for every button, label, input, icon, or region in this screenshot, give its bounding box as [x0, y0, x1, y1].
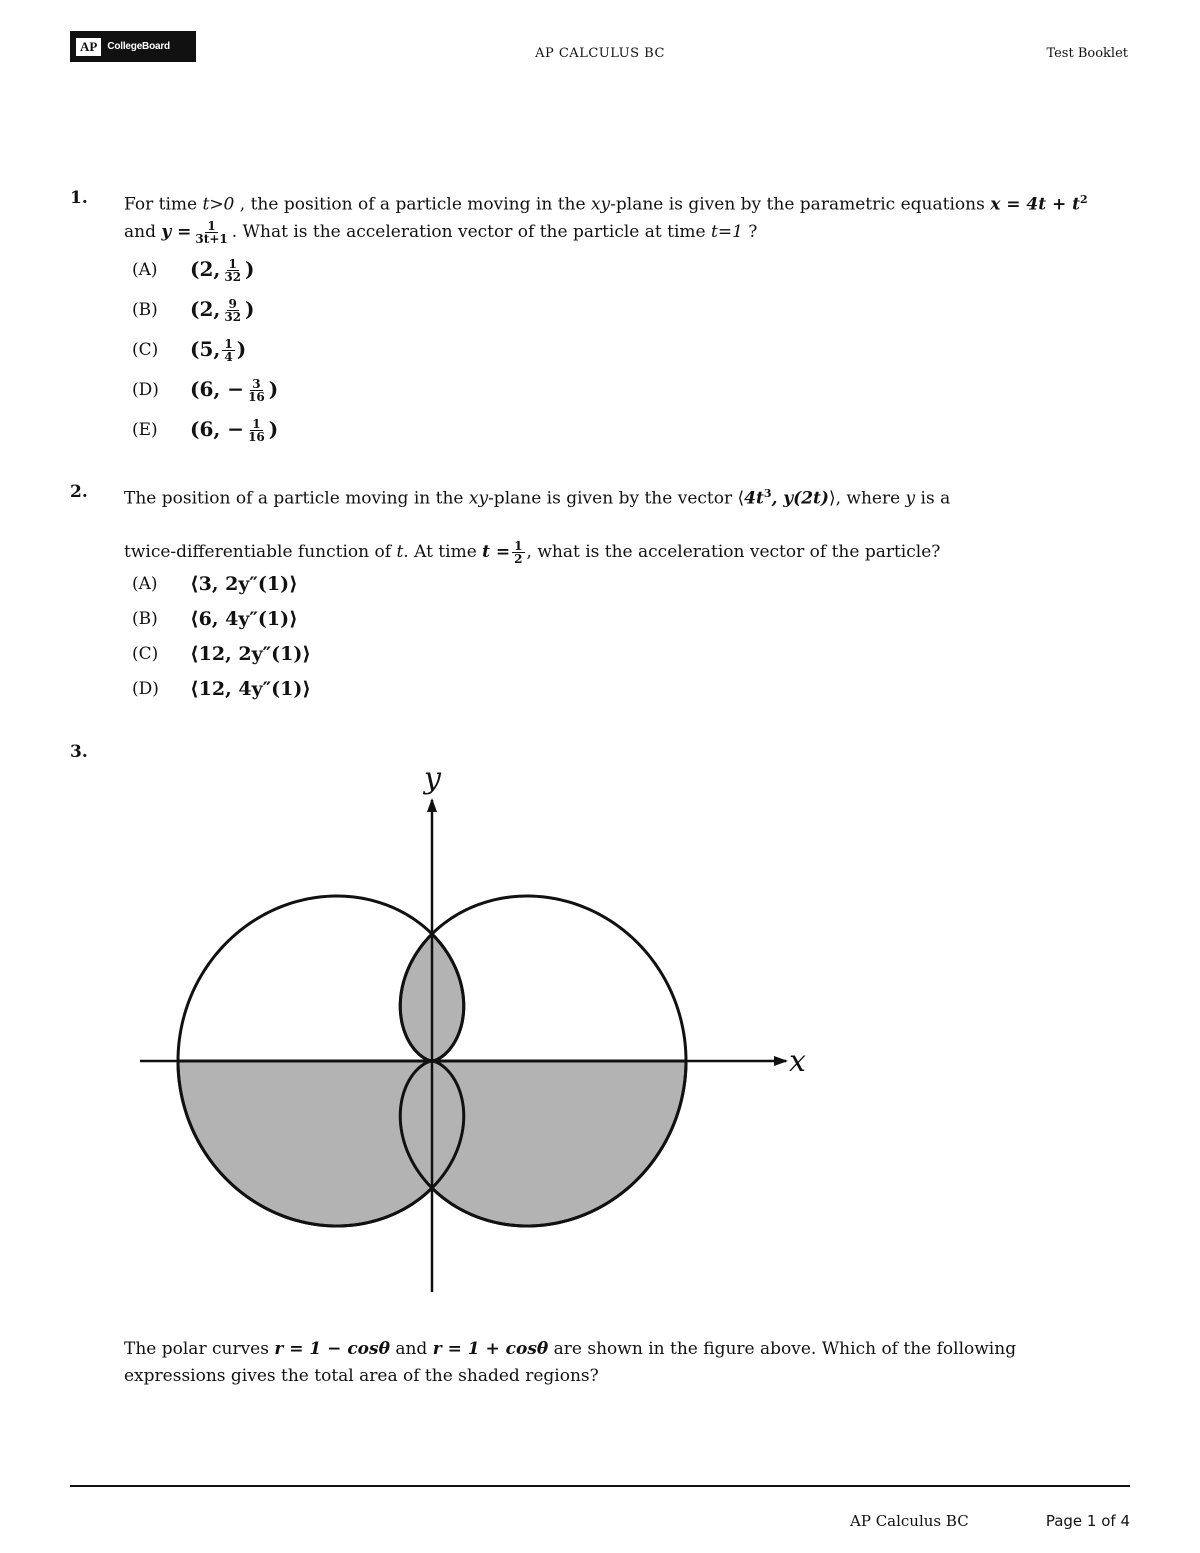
q1-y-fraction: $\frac{1}{3t+1}$ — [195, 218, 228, 246]
question-2-options — [132, 566, 311, 706]
q1-x-equation: x = 4t + t — [990, 194, 1081, 215]
question-1-stem: For time t>0 , the position of a particle moving in the xy-plane is given by the parametric equations $x = 4t + t^2$ and y = $\frac{1}{3t+1}$ . What is the acceleration vector of the particle at time t=1 ? — [124, 193, 1088, 246]
question-2-number: 2. — [70, 482, 88, 502]
q2-option-c[interactable]: (C) ⟨12, 2y″(1)⟩ — [132, 642, 311, 665]
q2-option-b[interactable]: (B) ⟨6, 4y″(1)⟩ — [132, 607, 298, 630]
logo-collegeboard: CollegeBoard — [107, 41, 170, 52]
header-booklet-label: Test Booklet — [1046, 46, 1128, 61]
x-axis-label: x — [789, 1044, 806, 1079]
q1-option-c[interactable]: (C) (5, $\frac{1}{4}$ ) — [132, 337, 247, 364]
question-3-stem: The polar curves r = 1 − cosθ and r = 1 + cosθ are shown in the figure above. Which of the following expressions gives the total area of the shaded regions? — [124, 1339, 1017, 1386]
logo-ap: AP — [76, 38, 101, 56]
footer-rule — [70, 1485, 1130, 1487]
y-axis-label: y — [424, 761, 441, 796]
q2-vector-x: 4t — [744, 488, 764, 509]
q3-curve-1: r = 1 − cosθ — [274, 1339, 390, 1359]
q1-option-b[interactable]: (B) (2, $\frac{9}{32}$ ) — [132, 297, 255, 324]
q1-y-equation: y = — [161, 221, 192, 242]
q2-option-a[interactable]: (A) ⟨3, 2y″(1)⟩ — [132, 572, 298, 595]
header-title: AP CALCULUS BC — [535, 46, 665, 61]
footer-page-number: Page 1 of 4 — [1045, 1512, 1130, 1530]
question-2-stem: The position of a particle moving in the xy-plane is given by the vector $⟨4t^3$, y(2t)⟩, where y is a twice-differentiable function of t. At time t = $\frac{1}{2}$ , what is the acceleration vector of the particle? — [124, 487, 951, 566]
question-1-options — [132, 250, 278, 450]
q2-option-d[interactable]: (D) ⟨12, 4y″(1)⟩ — [132, 677, 311, 700]
question-1-number: 1. — [70, 188, 88, 208]
q1-option-a[interactable]: (A) (2, $\frac{1}{32}$ ) — [132, 257, 255, 284]
polar-curves-figure — [138, 760, 818, 1300]
q2-time-eq: t = — [482, 541, 511, 562]
q3-curve-2: r = 1 + cosθ — [432, 1339, 549, 1359]
q1-t-condition: t>0 — [202, 194, 235, 215]
q2-vector-y: , y(2t) — [771, 488, 829, 509]
footer-course: AP Calculus BC — [850, 1512, 969, 1530]
q1-option-e[interactable]: (E) (6, − $\frac{1}{16}$ ) — [132, 417, 279, 444]
q1-option-d[interactable]: (D) (6, − $\frac{3}{16}$ ) — [132, 377, 279, 404]
q2-time-fraction: $\frac{1}{2}$ — [514, 538, 523, 566]
question-3-number: 3. — [70, 742, 88, 762]
